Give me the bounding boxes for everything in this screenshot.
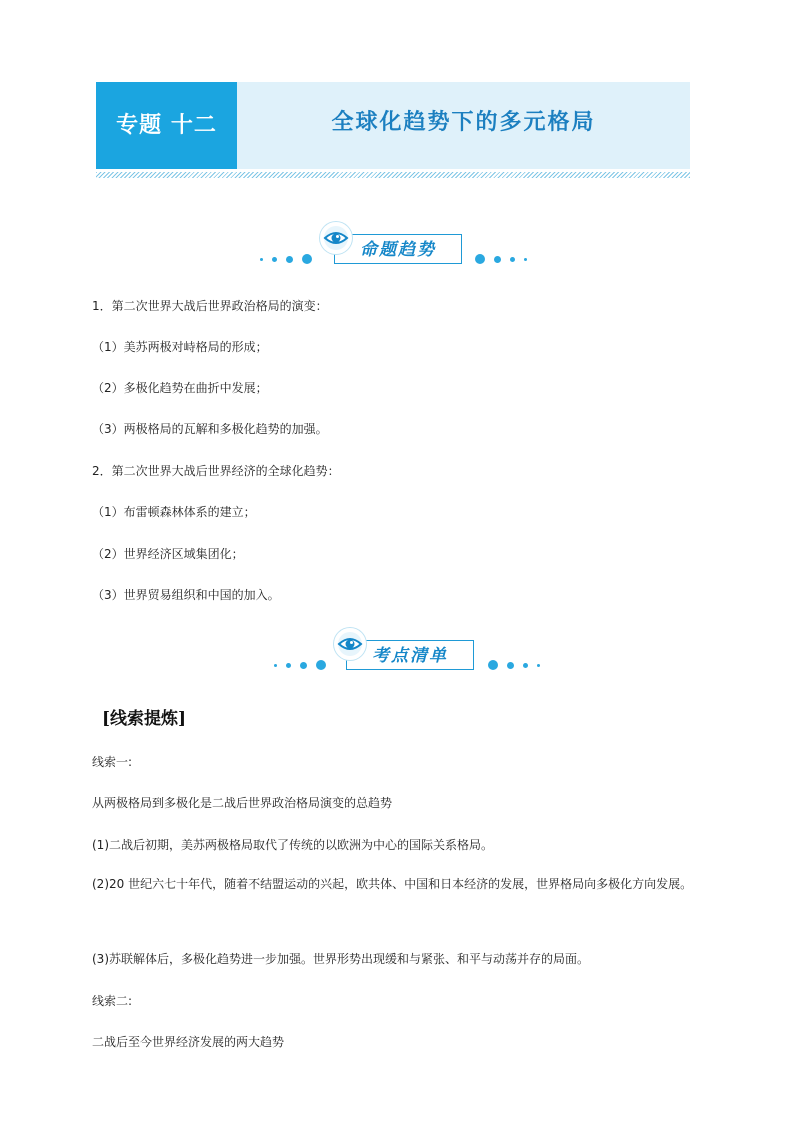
trend-item: 2．第二次世界大战后世界经济的全球化趋势： — [92, 464, 340, 478]
section-header-checklist — [0, 628, 794, 684]
right-dots — [488, 660, 540, 670]
clue-title: 二战后至今世界经济发展的两大趋势 — [92, 1035, 285, 1049]
trend-item: （3）世界贸易组织和中国的加入。 — [92, 588, 280, 602]
left-dots — [274, 660, 326, 670]
title-divider — [96, 172, 690, 178]
clue-label: 线索二: — [92, 994, 133, 1008]
clue-title: 从两极格局到多极化是二战后世界政治格局演变的总趋势 — [92, 796, 393, 810]
clue-label: 线索一: — [92, 755, 133, 769]
topic-number: 专题 十二 — [96, 82, 237, 169]
section-label-trend: 命题趋势 — [334, 234, 462, 264]
trend-item: （1）布雷顿森林体系的建立； — [92, 505, 256, 519]
left-dots — [260, 254, 312, 264]
trend-item: （2）多极化趋势在曲折中发展； — [92, 381, 268, 395]
section-label-checklist: 考点清单 — [346, 640, 474, 670]
clues-heading: [线索提炼] — [102, 709, 187, 729]
clue-paragraph: (2)20 世纪六七十年代，随着不结盟运动的兴起，欧共体、中国和日本经济的发展，世界格局向多极化方向发展。 — [92, 877, 693, 891]
trend-item: 1．第二次世界大战后世界政治格局的演变： — [92, 299, 328, 313]
trend-item: （3）两极格局的瓦解和多极化趋势的加强。 — [92, 422, 328, 436]
trend-item: （2）世界经济区域集团化； — [92, 547, 244, 561]
topic-title-banner — [96, 82, 690, 169]
section-header-trend — [0, 222, 794, 278]
clue-paragraph: (3)苏联解体后，多极化趋势进一步加强。世界形势出现缓和与紧张、和平与动荡并存的局面。 — [92, 952, 590, 966]
right-dots — [475, 254, 527, 264]
trend-item: （1）美苏两极对峙格局的形成； — [92, 340, 268, 354]
topic-title: 全球化趋势下的多元格局 — [331, 109, 596, 135]
clue-paragraph: (1)二战后初期，美苏两极格局取代了传统的以欧洲为中心的国际关系格局。 — [92, 838, 494, 852]
eye-icon — [320, 222, 352, 254]
eye-icon — [334, 628, 366, 660]
